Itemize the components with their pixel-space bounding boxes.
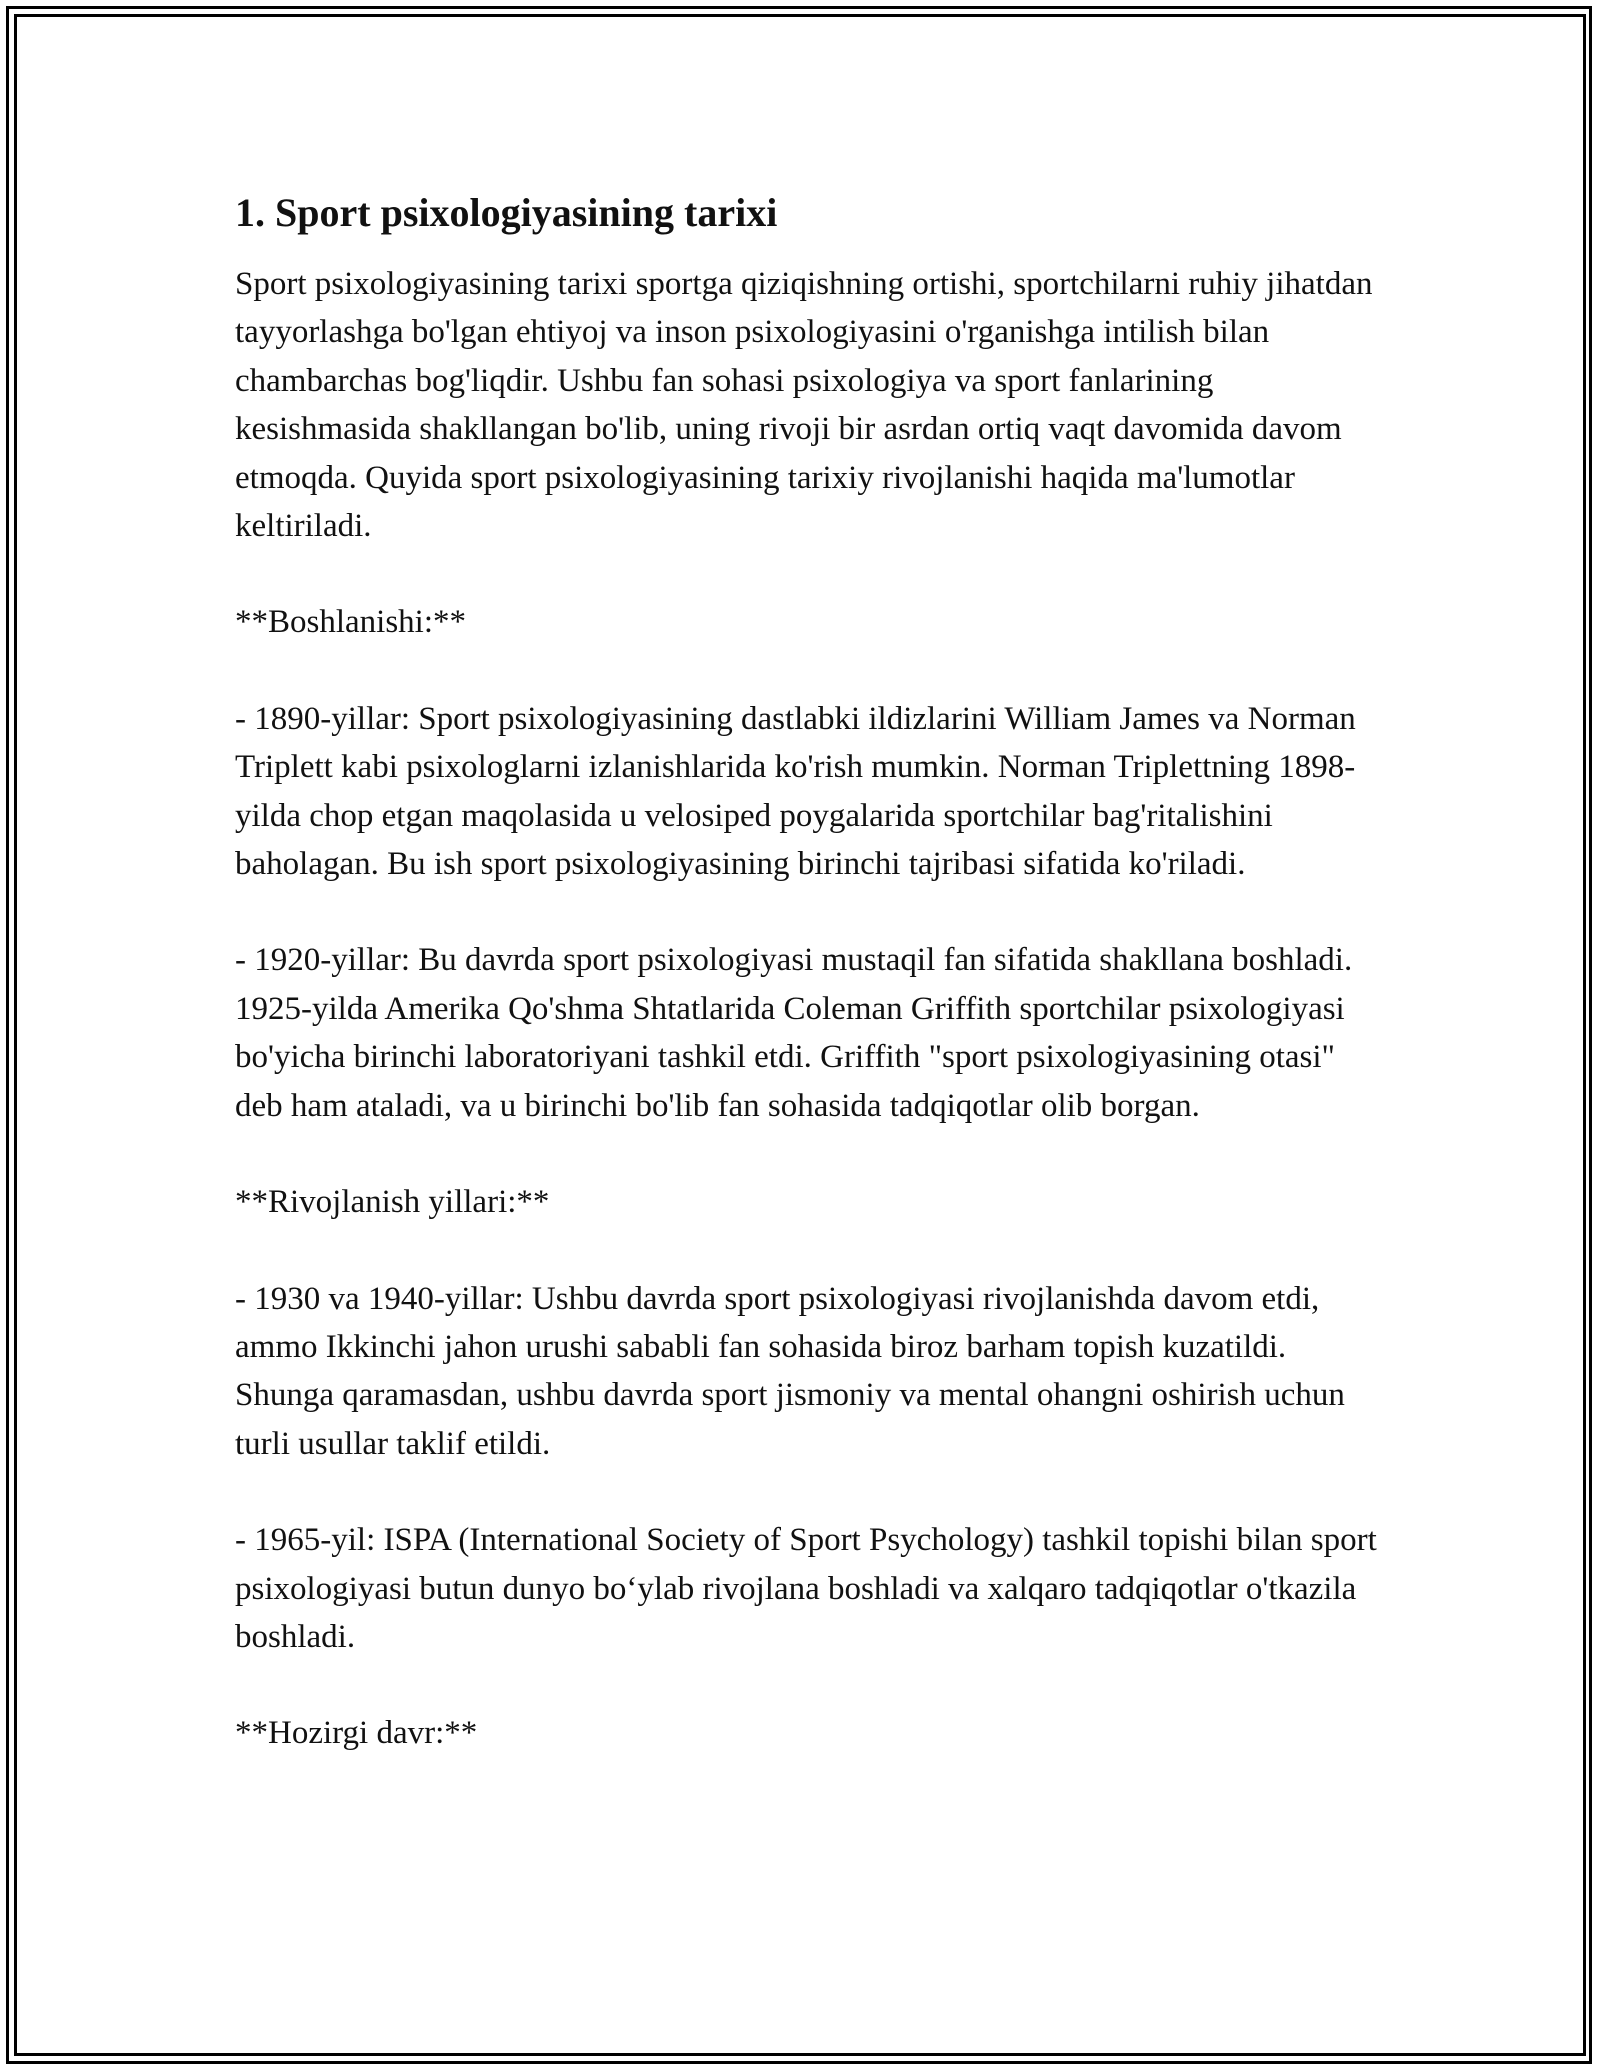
paragraph-1930-1940s: - 1930 va 1940-yillar: Ushbu davrda sport psixologiyasi rivojlanishda davom etdi, ammo Ikkinchi jahon urushi sababli fan sohasida biroz barham topish kuzatildi. Shunga qaramasdan, ushbu davrda sport jismoniy va mental ohangni oshirish uchun turli usullar taklif etildi. <box>235 1280 1345 1462</box>
paragraph-1965: - 1965-yil: ISPA (International Society of Sport Psychology) tashkil topishi bilan sport psixologiyasi butun dunyo bo‘ylab rivojlana boshladi va xalqaro tadqiqotlar o'tkazila boshladi. <box>235 1522 1377 1655</box>
paragraph-intro: Sport psixologiyasining tarixi sportga qiziqishning ortishi, sportchilarni ruhiy jihatdan tayyorlashga bo'lgan ehtiyoj va inson psixologiyasini o'rganishga intilish bilan chambarchas bog'liqdir. Ushbu fan sohasi psixologiya va sport fanlarining kesishmasida shakllangan bo'lib, uning rivoji bir asrdan ortiq vaqt davomida davom etmoqda. Quyida sport psixologiyasining tarixiy rivojlanishi haqida ma'lumotlar keltiriladi. <box>235 266 1373 545</box>
section-heading-boshlanishi: **Boshlanishi:** <box>235 604 467 641</box>
paragraph-1920s: - 1920-yillar: Bu davrda sport psixologiyasi mustaqil fan sifatida shakllana boshladi. 1925-yilda Amerika Qo'shma Shtatlarida Coleman Griffith sportchilar psixologiyasi bo'yicha birinchi laboratoriyani tashkil etdi. Griffith "sport psixologiyasining otasi" deb ham ataladi, va u birinchi bo'lib fan sohasida tadqiqotlar olib borgan. <box>235 942 1353 1124</box>
document-body <box>235 188 1380 1758</box>
section-heading-hozirgi: **Hozirgi davr:** <box>235 1715 478 1752</box>
paragraph-1890s: - 1890-yillar: Sport psixologiyasining dastlabki ildizlarini William James va Norman Triplett kabi psixologlarni izlanishlarida ko'rish mumkin. Norman Triplettning 1898-yilda chop etgan maqolasida u velosiped poygalarida sportchilar bag'ritalishini baholagan. Bu ish sport psixologiyasining birinchi tajribasi sifatida ko'riladi. <box>235 700 1356 883</box>
page-title: 1. Sport psixologiyasining tarixi <box>235 190 778 235</box>
section-heading-rivojlanish: **Rivojlanish yillari:** <box>235 1184 550 1221</box>
